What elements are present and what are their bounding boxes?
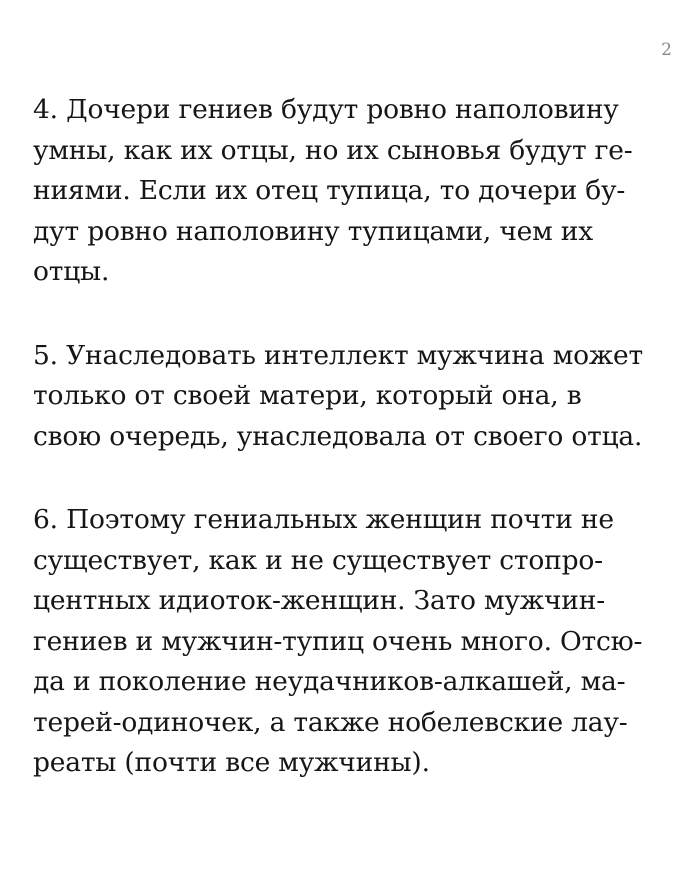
text-line: гениев и мужчин-тупиц очень много. Отсю- (33, 625, 643, 657)
text-line: только от своей матери, который она, в (33, 380, 582, 411)
text-line: 5. Унаследовать интеллект мужчина может (33, 339, 643, 371)
text-line: отцы. (33, 256, 110, 287)
text-line: умны, как их отцы, но их сыновья будут ге- (33, 134, 633, 166)
paragraph-4 (33, 90, 673, 293)
text-line: реаты (почти все мужчины). (33, 747, 430, 778)
text-line: терей-одиночек, а также нобелевские лау- (33, 706, 628, 738)
paragraph-6 (33, 500, 673, 784)
page-number: 2 (661, 40, 672, 60)
text-line: центных идиоток-женщин. Зато мужчин- (33, 585, 605, 616)
text-line: ниями. Если их отец тупица, то дочери бу- (33, 175, 626, 206)
text-line: 6. Поэтому гениальных женщин почти не (33, 504, 614, 535)
document-body (33, 90, 673, 827)
paragraph-5 (33, 336, 673, 458)
text-line: свою очередь, унаследовала от своего отца. (33, 420, 643, 452)
text-line: да и поколение неудачников-алкашей, ма- (33, 666, 626, 697)
text-line: существует, как и не существует стопро- (33, 544, 603, 576)
text-line: 4. Дочери гениев будут ровно наполовину (33, 94, 619, 125)
text-line: дут ровно наполовину тупицами, чем их (33, 215, 593, 247)
